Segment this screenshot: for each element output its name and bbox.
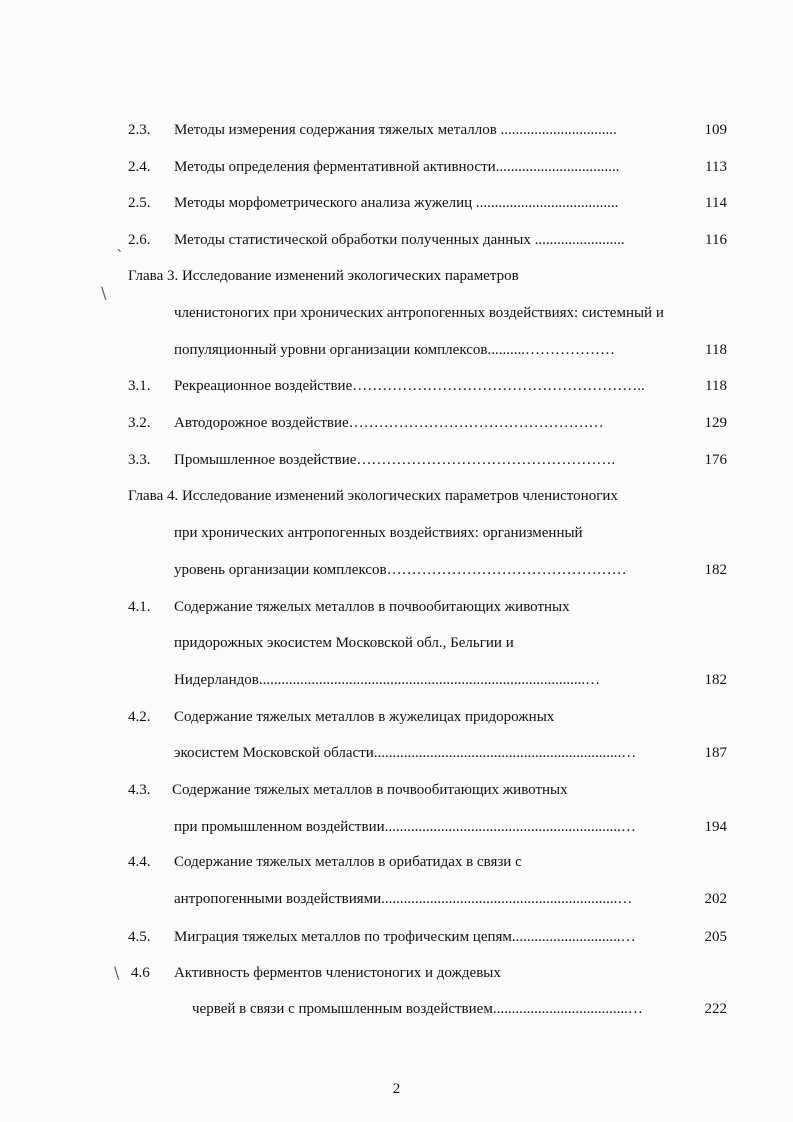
toc-entry-2-5-page: 114 <box>705 195 727 211</box>
toc-chapter-4-line-1: Глава 4. Исследование изменений экологических параметров членистоногих <box>128 488 618 504</box>
toc-chapter-4-line-2: при хронических антропогенных воздействиях: организменный <box>174 525 583 541</box>
toc-entry-4-6-page: 222 <box>704 1001 727 1017</box>
toc-chapter-4-line-3: уровень организации комплексов………………………………………… <box>174 562 627 578</box>
toc-entry-2-4-number: 2.4. <box>128 159 151 175</box>
toc-entry-4-6-number: 4.6 <box>131 965 150 981</box>
margin-mark: \ <box>114 963 120 982</box>
toc-chapter-3-line-1: Глава 3. Исследование изменений экологических параметров <box>128 268 519 284</box>
toc-entry-4-5-title: Миграция тяжелых металлов по трофическим цепям.............................… <box>174 929 636 945</box>
toc-entry-4-1-page: 182 <box>704 672 727 688</box>
toc-entry-2-5-number: 2.5. <box>128 195 151 211</box>
toc-entry-3-1-title: Рекреационное воздействие………………………………………………….. <box>174 378 645 394</box>
toc-entry-4-4-line-2: антропогенными воздействиями...............................................................… <box>174 891 633 907</box>
toc-entry-4-1-number: 4.1. <box>128 599 151 615</box>
toc-entry-3-2-number: 3.2. <box>128 415 151 431</box>
toc-entry-3-2-title: Автодорожное воздействие…………………………………………… <box>174 415 604 431</box>
toc-entry-2-3-number: 2.3. <box>128 122 151 138</box>
toc-entry-2-3-page: 109 <box>704 122 727 138</box>
toc-entry-3-1-number: 3.1. <box>128 378 151 394</box>
toc-entry-4-4-page: 202 <box>704 891 727 907</box>
toc-entry-3-2-page: 129 <box>704 415 727 431</box>
toc-entry-2-6-page: 116 <box>705 232 727 248</box>
toc-entry-4-1-line-3: Нидерландов.......................................................................................… <box>174 672 601 688</box>
toc-entry-4-1-line-1: Содержание тяжелых металлов в почвообитающих животных <box>174 599 570 615</box>
margin-mark: ˎ <box>116 233 124 252</box>
toc-chapter-3-line-2: членистоногих при хронических антропогенных воздействиях: системный и <box>174 305 664 321</box>
toc-chapter-3-page: 118 <box>705 342 727 358</box>
toc-entry-4-2-number: 4.2. <box>128 709 151 725</box>
page-number: 2 <box>392 1081 401 1097</box>
toc-entry-4-1-line-2: придорожных экосистем Московской обл., Бельгии и <box>174 635 514 651</box>
toc-entry-4-4-line-1: Содержание тяжелых металлов в орибатидах в связи с <box>174 854 522 870</box>
toc-entry-4-5-page: 205 <box>704 929 727 945</box>
toc-entry-3-1-page: 118 <box>705 378 727 394</box>
toc-entry-2-6-number: 2.6. <box>128 232 151 248</box>
toc-chapter-3-line-3: популяционный уровни организации комплексов..........……………… <box>174 342 615 358</box>
toc-chapter-4-page: 182 <box>704 562 727 578</box>
toc-entry-3-3-page: 176 <box>704 452 727 468</box>
toc-entry-2-3-title: Методы измерения содержания тяжелых металлов ............................... <box>174 122 617 138</box>
margin-mark: \ <box>101 283 107 302</box>
toc-entry-4-2-line-1: Содержание тяжелых металлов в жужелицах придорожных <box>174 709 555 725</box>
toc-entry-4-3-page: 194 <box>704 819 727 835</box>
toc-entry-4-3-line-2: при промышленном воздействии...............................................................… <box>174 819 636 835</box>
toc-entry-4-3-number: 4.3. <box>128 782 151 798</box>
toc-entry-2-6-title: Методы статистической обработки полученных данных ........................ <box>174 232 625 248</box>
toc-entry-2-4-page: 113 <box>705 159 727 175</box>
toc-entry-2-5-title: Методы морфометрического анализа жужелиц ...................................... <box>174 195 619 211</box>
toc-entry-4-6-line-1: Активность ферментов членистоногих и дождевых <box>174 965 501 981</box>
toc-entry-3-3-title: Промышленное воздействие……………………………………………. <box>174 452 616 468</box>
toc-entry-4-3-line-1: Содержание тяжелых металлов в почвообитающих животных <box>172 782 568 798</box>
toc-entry-4-4-number: 4.4. <box>128 854 151 870</box>
toc-entry-4-2-page: 187 <box>704 745 727 761</box>
toc-entry-3-3-number: 3.3. <box>128 452 151 468</box>
toc-entry-4-6-line-2: червей в связи с промышленным воздействием....................................… <box>192 1001 643 1017</box>
toc-entry-2-4-title: Методы определения ферментативной активности................................. <box>174 159 620 175</box>
toc-entry-4-2-line-2: экосистем Московской области..................................................................… <box>174 745 637 761</box>
toc-entry-4-5-number: 4.5. <box>128 929 151 945</box>
